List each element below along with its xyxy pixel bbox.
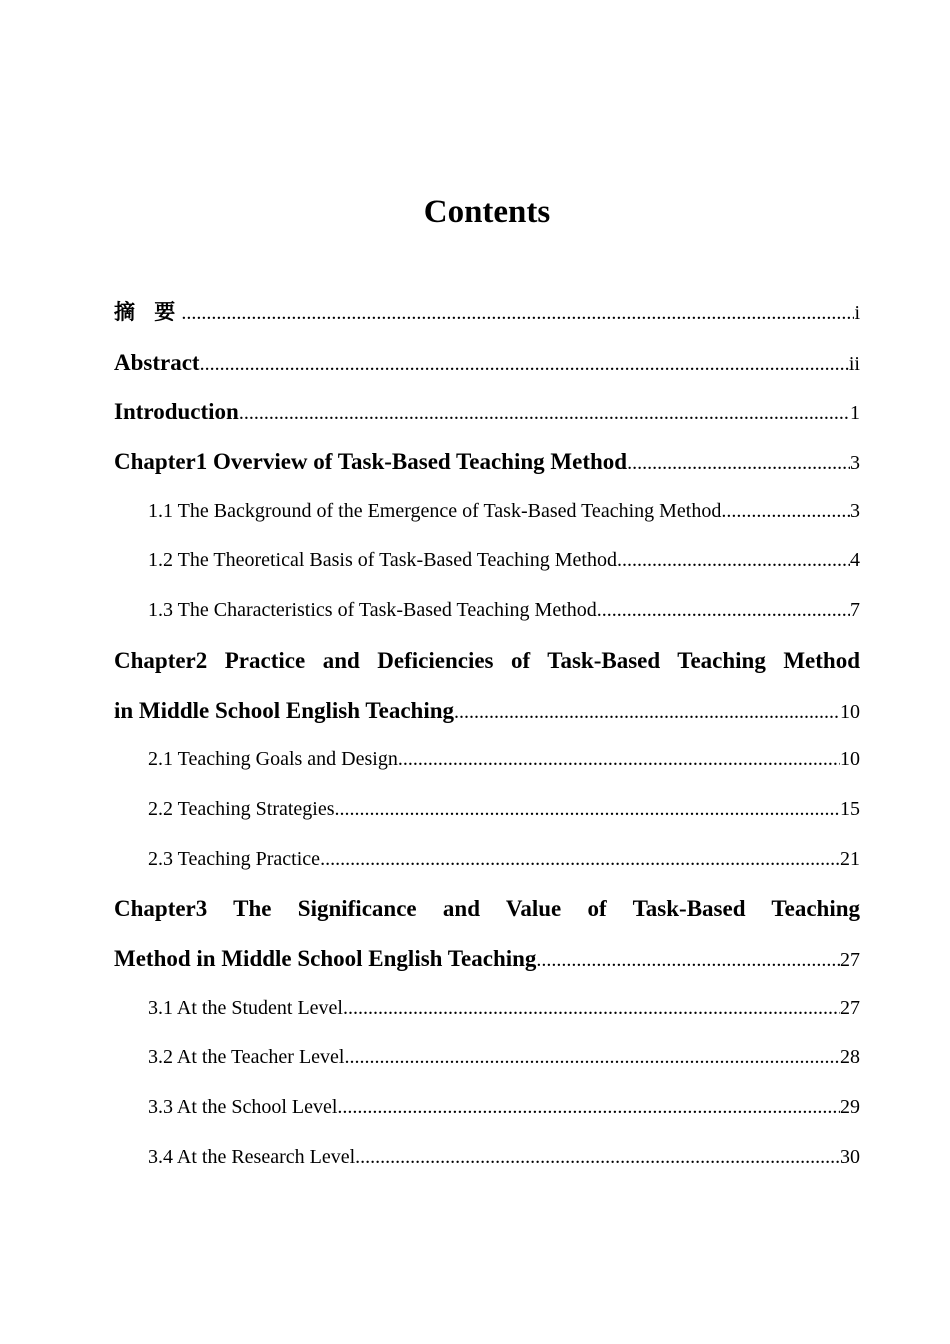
toc-entry-3-4[interactable] — [114, 1133, 860, 1183]
toc-entry-3-1[interactable] — [114, 984, 860, 1034]
dot-leader — [335, 785, 840, 835]
toc-page-number: 3 — [850, 499, 860, 522]
dot-leader — [343, 984, 840, 1034]
toc-page-number: 21 — [840, 847, 860, 870]
toc-entry-label: Abstract — [114, 349, 200, 375]
dot-leader — [344, 1033, 840, 1083]
dot-leader — [627, 439, 850, 487]
toc-entry-label: in Middle School English Teaching — [114, 697, 455, 723]
toc-entry-label: 3.2 At the Teacher Level — [148, 1046, 345, 1069]
toc-entry-label: 3.4 At the Research Level — [148, 1145, 356, 1168]
toc-entry-label: 3.1 At the Student Level — [148, 996, 343, 1019]
toc-page-number: 7 — [850, 599, 860, 622]
dot-leader — [536, 936, 840, 984]
toc-entry-label: 2.1 Teaching Goals and Design — [148, 748, 398, 771]
dot-leader — [721, 487, 850, 537]
toc-entry-2-1[interactable] — [114, 735, 860, 785]
toc-page-number: 29 — [840, 1096, 860, 1118]
table-of-contents — [114, 288, 860, 1182]
dot-leader — [597, 586, 850, 636]
toc-page-number: 3 — [850, 452, 860, 475]
toc-page-number: 1 — [850, 402, 860, 425]
toc-entry-label: 2.2 Teaching Strategies — [148, 797, 335, 820]
toc-entry-chapter3-line2[interactable] — [114, 934, 860, 984]
toc-entry-label: Method in Middle School English Teaching — [114, 945, 537, 971]
toc-entry-label: Chapter3 The Significance and Value of Task-Based Teaching — [114, 896, 860, 922]
toc-entry-label: 1.3 The Characteristics of Task-Based Teaching Method — [148, 599, 597, 622]
contents-title: Contents — [423, 194, 551, 230]
toc-entry-chapter1[interactable] — [114, 437, 860, 487]
toc-entry-label: Chapter2 Practice and Deficiencies of Task-Based Teaching Method — [114, 647, 860, 673]
toc-entry-3-3[interactable] — [114, 1083, 860, 1133]
toc-entry-label: Chapter1 Overview of Task-Based Teaching Method — [114, 449, 628, 475]
toc-page-number: 27 — [840, 996, 860, 1019]
toc-page-number: ii — [848, 352, 860, 375]
dot-leader — [337, 1083, 840, 1133]
toc-entry-3-2[interactable] — [114, 1033, 860, 1083]
toc-page-number: 10 — [840, 748, 860, 771]
dot-leader — [355, 1133, 840, 1183]
dot-leader — [239, 389, 850, 437]
toc-page-number: 15 — [840, 797, 860, 820]
toc-entry-label: 1.2 The Theoretical Basis of Task-Based Teaching Method — [148, 549, 617, 572]
dot-leader — [617, 536, 850, 586]
toc-entry-2-2[interactable] — [114, 785, 860, 835]
toc-entry-introduction[interactable] — [114, 387, 860, 437]
toc-page-number: 30 — [840, 1145, 860, 1168]
toc-entry-label: 3.3 At the School Level — [148, 1096, 338, 1118]
toc-page-number: i — [854, 302, 860, 324]
dot-leader — [320, 835, 840, 885]
toc-entry-abstract-cn[interactable] — [114, 288, 860, 338]
toc-entry-1-1[interactable] — [114, 487, 860, 537]
dot-leader — [398, 735, 840, 785]
toc-entry-1-3[interactable] — [114, 586, 860, 636]
toc-entry-label: 1.1 The Background of the Emergence of Task-Based Teaching Method — [148, 499, 722, 522]
toc-entry-1-2[interactable] — [114, 536, 860, 586]
toc-entry-label: 摘 要 — [114, 300, 182, 324]
dot-leader — [454, 688, 840, 736]
dot-leader — [181, 289, 854, 338]
toc-entry-chapter3-line1[interactable] — [114, 884, 860, 934]
toc-entry-abstract[interactable] — [114, 338, 860, 388]
dot-leader — [200, 340, 849, 388]
toc-page-number: 28 — [840, 1046, 860, 1069]
toc-page-number: 10 — [840, 700, 860, 723]
toc-entry-chapter2-line1[interactable] — [114, 636, 860, 686]
toc-entry-label: Introduction — [114, 399, 239, 425]
toc-entry-2-3[interactable] — [114, 835, 860, 885]
toc-entry-label: 2.3 Teaching Practice — [148, 847, 321, 870]
toc-page-number: 27 — [840, 948, 860, 971]
toc-entry-chapter2-line2[interactable] — [114, 686, 860, 736]
toc-page-number: 4 — [850, 549, 860, 572]
